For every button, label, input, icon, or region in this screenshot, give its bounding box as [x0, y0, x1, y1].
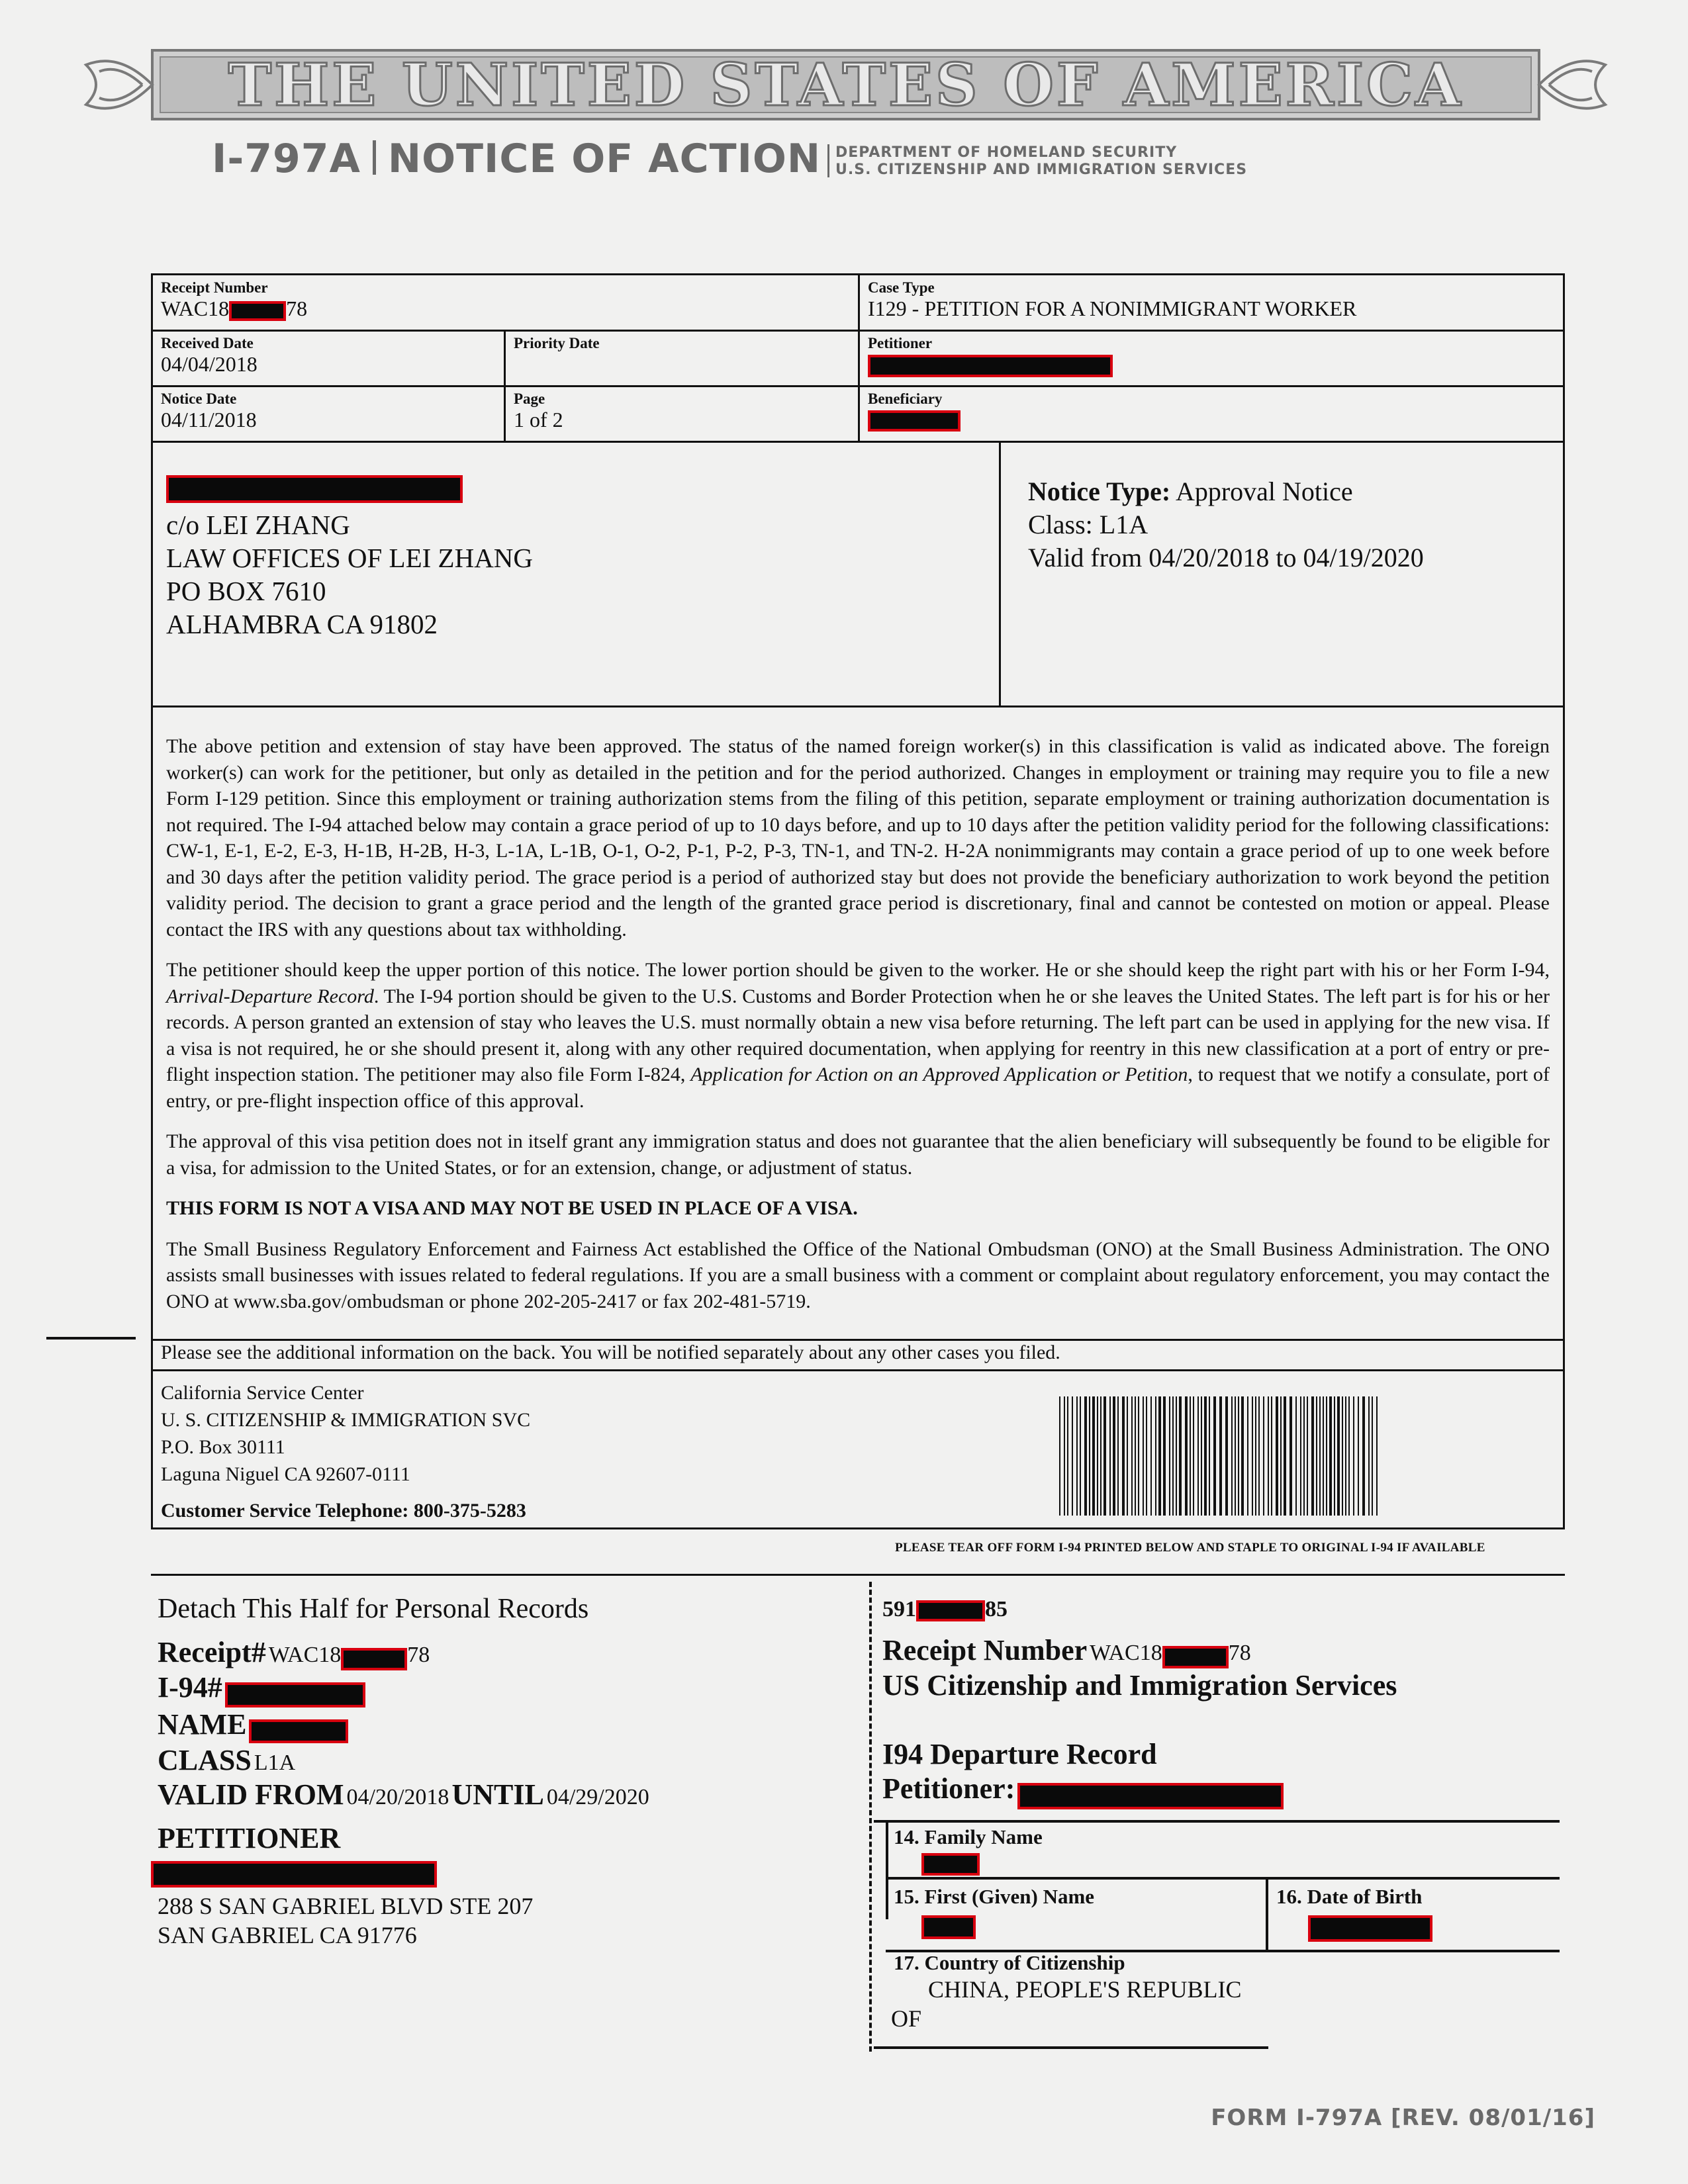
i94-number-prefix: 591: [882, 1597, 916, 1621]
barcode-bar: [1219, 1396, 1222, 1516]
receipt-prefix: WAC18: [268, 1643, 342, 1667]
barcode-bar: [1247, 1396, 1248, 1516]
barcode-bar: [1209, 1396, 1210, 1516]
barcode-bar: [1213, 1396, 1216, 1516]
address-line: LAW OFFICES OF LEI ZHANG: [166, 543, 534, 573]
grid-line: [999, 441, 1001, 705]
barcode-bar: [1319, 1396, 1321, 1516]
barcode-bar: [1146, 1396, 1147, 1516]
barcode-bar: [1201, 1396, 1202, 1516]
barcode-bar: [1169, 1396, 1170, 1516]
notice-summary: [1028, 475, 1544, 574]
barcode-bar: [1372, 1396, 1373, 1516]
personal-receipt: [158, 1635, 859, 1670]
petitioner-label: Petitioner:: [882, 1772, 1015, 1805]
notice-date-label: Notice Date: [161, 390, 237, 407]
notice-type-label: Notice Type:: [1028, 477, 1171, 506]
until-value: 04/29/2020: [546, 1784, 649, 1809]
name-label: NAME: [158, 1707, 247, 1741]
barcode-bar: [1284, 1396, 1286, 1516]
priority-date-label: Priority Date: [514, 335, 600, 351]
redaction-bar: [166, 475, 463, 503]
barcode-bar: [1303, 1396, 1305, 1516]
received-date-value: 04/04/2018: [161, 352, 258, 376]
tear-divider: [869, 1582, 872, 2052]
receipt-suffix: 78: [286, 296, 308, 320]
petitioner-address-line: SAN GABRIEL CA 91776: [158, 1921, 417, 1948]
receipt-number-label: Receipt Number: [161, 279, 268, 296]
barcode-bar: [1280, 1396, 1282, 1516]
barcode-bar: [1067, 1396, 1068, 1516]
barcode-bar: [1179, 1396, 1182, 1516]
barcode-bar: [1241, 1396, 1244, 1516]
barcode-bar: [1326, 1396, 1327, 1516]
date-of-birth-value: [1308, 1915, 1432, 1942]
customer-service-phone: Customer Service Telephone: 800-375-5283: [161, 1500, 526, 1522]
notice-date-value: 04/11/2018: [161, 408, 257, 432]
barcode-bar: [1258, 1396, 1260, 1516]
i94-departure-section: [882, 1595, 1558, 1809]
grid-line: [153, 705, 1563, 707]
receipt-suffix: 78: [1228, 1641, 1251, 1665]
barcode-bar: [1097, 1396, 1098, 1516]
service-center-line: U. S. CITIZENSHIP & IMMIGRATION SVC: [161, 1409, 531, 1431]
barcode-bar: [1255, 1396, 1256, 1516]
department-line-1: DEPARTMENT OF HOMELAND SECURITY: [835, 144, 1178, 161]
receipt-prefix: WAC18: [161, 296, 230, 320]
barcode-bar: [1197, 1396, 1199, 1516]
barcode-bar: [1100, 1396, 1102, 1516]
barcode-bar: [1362, 1396, 1365, 1516]
valid-from-value: 04/20/2018: [346, 1784, 449, 1809]
citizenship-value-continued: OF: [891, 2005, 922, 2032]
address-line: ALHAMBRA CA 91802: [166, 609, 438, 639]
barcode-bar: [1337, 1396, 1340, 1516]
form-title: NOTICE OF ACTION: [387, 136, 821, 182]
notice-type-value: Approval Notice: [1175, 477, 1353, 506]
barcode-bar: [1122, 1396, 1125, 1516]
barcode-bar: [1127, 1396, 1128, 1516]
barcode-bar: [1263, 1396, 1264, 1516]
family-name-label: 14. Family Name: [894, 1825, 1043, 1848]
until-label: UNTIL: [451, 1778, 544, 1811]
receipt-prefix: WAC18: [1090, 1641, 1162, 1665]
service-center-line: P.O. Box 30111: [161, 1436, 285, 1458]
petitioner-label: Petitioner: [868, 335, 933, 351]
barcode-bar: [1225, 1396, 1228, 1516]
service-center: [161, 1379, 889, 1524]
redaction-bar: [921, 1853, 980, 1876]
redaction-bar: [151, 1861, 437, 1888]
redaction-bar: [1162, 1646, 1229, 1668]
receipt-suffix: 78: [407, 1643, 430, 1667]
petitioner-value: [868, 355, 1556, 377]
grid-line: [886, 1820, 888, 1919]
fold-mark: [46, 1337, 136, 1340]
notice-type: [1028, 475, 1544, 508]
barcode-bar: [1135, 1396, 1136, 1516]
citizenship-field: [891, 1951, 1242, 2033]
barcode-bar: [1323, 1396, 1324, 1516]
barcode-bar: [1316, 1396, 1317, 1516]
first-name-value: [921, 1915, 1094, 1939]
barcode-bar: [1113, 1396, 1115, 1516]
page-value: 1 of 2: [514, 408, 563, 432]
i94-label: I-94#: [158, 1671, 222, 1704]
mailing-address: [166, 475, 961, 641]
addressee-name: [166, 475, 961, 503]
priority-date-cell: [514, 335, 851, 352]
header-banner: [73, 45, 1618, 124]
barcode-bar: [1059, 1396, 1060, 1516]
notice-form: [151, 273, 1565, 1529]
family-name-field: [894, 1825, 1043, 1876]
barcode-bar: [1307, 1396, 1308, 1516]
barcode-bar: [1089, 1396, 1090, 1516]
barcode-bar: [1345, 1396, 1346, 1516]
first-name-label: 15. First (Given) Name: [894, 1885, 1095, 1908]
redaction-bar: [249, 1719, 348, 1743]
not-a-visa-warning: THIS FORM IS NOT A VISA AND MAY NOT BE USED IN PLACE OF A VISA.: [166, 1197, 858, 1219]
personal-records-heading: Detach This Half for Personal Records: [158, 1594, 589, 1624]
service-center-line: Laguna Niguel CA 92607-0111: [161, 1463, 410, 1485]
barcode-bar: [1342, 1396, 1343, 1516]
barcode-bar: [1204, 1396, 1207, 1516]
form-heading: [212, 136, 821, 182]
grid-line: [1266, 1877, 1268, 1951]
redaction-bar: [229, 301, 286, 321]
receipt-label: Receipt Number: [882, 1634, 1088, 1666]
barcode-bar: [1368, 1396, 1370, 1516]
barcode-bar: [1072, 1396, 1073, 1516]
grid-line: [153, 1369, 1563, 1371]
barcode-bar: [1295, 1396, 1297, 1516]
address-line: PO BOX 7610: [166, 576, 326, 606]
i94-number-suffix: 85: [985, 1597, 1008, 1621]
redaction-bar: [921, 1915, 976, 1939]
barcode-bar: [1084, 1396, 1087, 1516]
notice-body: [166, 733, 1550, 1329]
case-type-cell: [868, 279, 1556, 320]
barcode-bar: [1268, 1396, 1269, 1516]
beneficiary-label: Beneficiary: [868, 390, 943, 407]
barcode-bar: [1334, 1396, 1335, 1516]
barcode-bar: [1252, 1396, 1253, 1516]
family-name-value: [921, 1853, 1043, 1876]
barcode-bar: [1064, 1396, 1065, 1516]
body-text: . The I-94 portion should be given to the U.S. Customs and Border Protection when he or she leaves the United States. The left part is for his or her records. A person granted an extension of stay who leaves the U.S. must normally obtain a new visa before returning. The left part can be used in applying for the new visa. If a visa is not required, he or she should present it, along with any other required documentation, when applying for reentry in this new classification at a port of entry or pre-flight inspection station. The petitioner may also file Form I-824,: [166, 985, 1550, 1085]
address-line: c/o LEI ZHANG: [166, 510, 350, 540]
grid-line: [886, 1877, 1560, 1880]
grid-line: [874, 2046, 1268, 2049]
barcode-bar: [1172, 1396, 1174, 1516]
i94-agency: US Citizenship and Immigration Services: [882, 1669, 1397, 1702]
department-block: [835, 144, 1247, 179]
petitioner-cell: [868, 335, 1556, 377]
barcode-bar: [1235, 1396, 1236, 1516]
receipt-label: Receipt#: [158, 1636, 266, 1668]
i94-number: [882, 1595, 1558, 1624]
barcode-bar: [1276, 1396, 1278, 1516]
notice-date-cell: [161, 390, 498, 432]
received-date-label: Received Date: [161, 335, 254, 351]
receipt-number-value: [161, 296, 849, 321]
redaction-bar: [225, 1682, 365, 1707]
barcode-bar: [1376, 1396, 1378, 1516]
personal-class: [158, 1743, 859, 1778]
page-label: Page: [514, 390, 545, 407]
beneficiary-cell: [868, 390, 1556, 432]
class-label: CLASS: [158, 1743, 252, 1776]
form-heading-divider: [373, 140, 376, 175]
personal-name: [158, 1707, 859, 1743]
citizenship-value: CHINA, PEOPLE'S REPUBLIC: [928, 1976, 1242, 2003]
body-paragraph: [166, 957, 1550, 1114]
barcode-bar: [1117, 1396, 1119, 1516]
banner-title: THE UNITED STATES OF AMERICA: [228, 50, 1464, 119]
petitioner-name: [151, 1861, 859, 1888]
body-text-italic: Application for Action on an Approved Application or Petition: [690, 1064, 1188, 1085]
redaction-bar: [916, 1600, 985, 1621]
barcode-bar: [1131, 1396, 1133, 1516]
barcode-bar: [1353, 1396, 1354, 1516]
tear-off-note: PLEASE TEAR OFF FORM I-94 PRINTED BELOW AND STAPLE TO ORIGINAL I-94 IF AVAILABLE: [895, 1541, 1485, 1555]
notice-validity: Valid from 04/20/2018 to 04/19/2020: [1028, 543, 1424, 572]
i94-petitioner: [882, 1772, 1558, 1809]
grid-line: [858, 275, 860, 443]
redaction-bar: [868, 355, 1113, 377]
barcode-bar: [1103, 1396, 1106, 1516]
body-paragraph: The above petition and extension of stay have been approved. The status of the named foreign worker(s) in this classification is valid as indicated above. The foreign worker(s) can work for the petitioner, but only as detailed in the petition and for the period authorized. Changes in employment or training may require you to file a new Form I-129 petition. Since this employment or training authorization stems from the filing of this petition, separate employment or training authorization documentation is not required. The I-94 attached below may contain a grace period of up to 10 days before, and up to 10 days after the petition validity period for the following classifications: CW-1, E-1, E-2, E-3, H-1B, H-2B, H-3, L-1A, L-1B, O-1, O-2, P-1, P-2, P-3, TN-1, and TN-2. H-2A nonimmigrants may contain a grace period of up to one week before and 30 days after the petition validity period. The grace period is a period of authorized stay but does not provide the beneficiary authorization to work beyond the petition validity period. The decision to grant a grace period and the length of the granted grace period is discretionary, final and cannot be contested on motion or appeal. Please contact the IRS with any questions about tax withholding.: [166, 735, 1550, 940]
form-revision: FORM I-797A [REV. 08/01/16]: [1211, 2105, 1595, 2131]
form-id: I-797A: [212, 136, 361, 182]
department-line-2: U.S. CITIZENSHIP AND IMMIGRATION SERVICES: [835, 161, 1248, 178]
barcode-bar: [1193, 1396, 1194, 1516]
barcode: [1058, 1396, 1382, 1516]
grid-line: [504, 330, 506, 443]
barcode-bar: [1190, 1396, 1191, 1516]
received-date-cell: [161, 335, 498, 376]
body-paragraph: The Small Business Regulatory Enforcement and Fairness Act established the Office of the National Ombudsman (ONO) at the Small Business Administration. The ONO assists small businesses with issues related to federal regulations. If you are a small business with a comment or complaint about regulatory enforcement, you may contact the ONO at www.sba.gov/ombudsman or phone 202-205-2417 or fax 202-481-5719.: [166, 1238, 1550, 1312]
i94-fields-top-line: [874, 1820, 1560, 1823]
case-type-value: I129 - PETITION FOR A NONIMMIGRANT WORKER: [868, 296, 1357, 320]
barcode-bar: [1155, 1396, 1156, 1516]
notice-class: Class: L1A: [1028, 510, 1149, 539]
page-cell: [514, 390, 851, 432]
barcode-bar: [1231, 1396, 1233, 1516]
barcode-bar: [1080, 1396, 1081, 1516]
redaction-bar: [1308, 1915, 1432, 1942]
barcode-bar: [1176, 1396, 1177, 1516]
redaction-bar: [341, 1648, 407, 1670]
citizenship-label: 17. Country of Citizenship: [894, 1951, 1125, 1974]
barcode-bar: [1109, 1396, 1111, 1516]
tear-line: [151, 1574, 1565, 1576]
body-paragraph: The approval of this visa petition does not in itself grant any immigration status and does not guarantee that the alien beneficiary will subsequently be found to be eligible for a visa, for admission to the United States, or for an extension, change, or adjustment of status.: [166, 1130, 1550, 1179]
barcode-bar: [1358, 1396, 1359, 1516]
body-text: , to request that we notify a consulate, port of entry, or pre-flight inspection office of this approval.: [166, 1064, 1550, 1112]
barcode-bar: [1158, 1396, 1161, 1516]
beneficiary-value: [868, 410, 1556, 432]
barcode-bar: [1143, 1396, 1144, 1516]
body-text-italic: Arrival-Departure Record: [166, 985, 374, 1007]
barcode-bar: [1348, 1396, 1350, 1516]
barcode-bar: [1271, 1396, 1272, 1516]
barcode-bar: [1289, 1396, 1292, 1516]
barcode-bar: [1329, 1396, 1332, 1516]
personal-records: [158, 1592, 859, 1950]
barcode-bar: [1300, 1396, 1301, 1516]
first-name-field: [894, 1885, 1094, 1939]
valid-from-label: VALID FROM: [158, 1778, 344, 1811]
redaction-bar: [868, 410, 961, 432]
dept-divider: [827, 144, 829, 177]
class-value: L1A: [254, 1750, 296, 1775]
petitioner-address-line: 288 S SAN GABRIEL BLVD STE 207: [158, 1892, 534, 1919]
redaction-bar: [1017, 1783, 1284, 1809]
barcode-bar: [1238, 1396, 1239, 1516]
service-center-line: California Service Center: [161, 1382, 364, 1404]
barcode-bar: [1138, 1396, 1139, 1516]
barcode-bar: [1150, 1396, 1152, 1516]
barcode-bar: [1185, 1396, 1188, 1516]
i94-record-title: I94 Departure Record: [882, 1738, 1157, 1771]
case-type-label: Case Type: [868, 279, 935, 296]
barcode-bar: [1163, 1396, 1166, 1516]
petitioner-heading: PETITIONER: [158, 1821, 341, 1854]
personal-i94: [158, 1670, 859, 1707]
date-of-birth-field: [1276, 1885, 1432, 1942]
barcode-bar: [1076, 1396, 1078, 1516]
barcode-bar: [1092, 1396, 1095, 1516]
body-text: The petitioner should keep the upper portion of this notice. The lower portion should be given to the worker. He or she should keep the right part with his or her Form I-94,: [166, 959, 1550, 981]
date-of-birth-label: 16. Date of Birth: [1276, 1885, 1423, 1908]
i94-receipt: [882, 1633, 1558, 1668]
see-back-note: Please see the additional information on the back. You will be notified separately about any other cases you filed.: [161, 1342, 1060, 1363]
barcode-bar: [1311, 1396, 1314, 1516]
personal-validity: [158, 1778, 859, 1812]
receipt-number-cell: [161, 279, 849, 321]
